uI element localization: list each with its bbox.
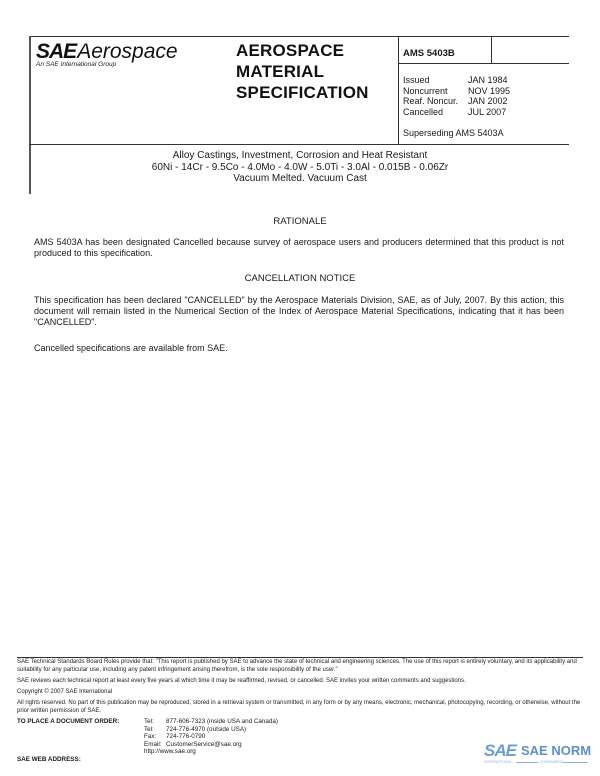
board-rules-text: SAE Technical Standards Board Rules provide that: "This report is published by SAE to advance the state of technical and engineering sciences. The use of this report is entirely voluntary, and its applicability and suitability for any particular use, including any patent infringement arising therefrom, is the sole responsibility of the user." — [17, 659, 577, 673]
sae-aerospace-logo — [36, 40, 178, 68]
order-contacts — [144, 718, 278, 756]
date-label: Reaf. Noncur. — [403, 96, 459, 106]
document-title — [236, 40, 369, 103]
document-dates — [403, 75, 510, 117]
copyright-text: Copyright © 2007 SAE International — [17, 689, 113, 695]
contact-row — [144, 741, 278, 749]
superseding-note: Superseding AMS 5403A — [403, 128, 504, 138]
ams-cell-divider — [491, 36, 492, 63]
document-subject — [31, 150, 569, 185]
watermark-line — [562, 762, 588, 763]
watermark-name: SAE NORM — [521, 743, 592, 758]
date-row-reaffirmed — [403, 96, 510, 107]
date-value: JAN 1984 — [468, 75, 508, 85]
ams-row-divider — [398, 63, 569, 64]
footer-divider — [17, 657, 583, 658]
date-label: Noncurrent — [403, 85, 448, 96]
contact-value[interactable]: 724-776-4970 (outside USA) — [166, 725, 247, 733]
web-address-label: SAE WEB ADDRESS: — [17, 756, 81, 763]
contact-email-link[interactable]: CustomerService@sae.org — [166, 740, 242, 748]
date-value: JAN 2002 — [468, 96, 508, 106]
order-label: TO PLACE A DOCUMENT ORDER: — [17, 718, 120, 725]
review-text: SAE reviews each technical report at least every five years at which time it may be reaffirmed, revised, or cancelled. SAE invites your written comments and suggestions. — [17, 678, 466, 684]
title-line: AEROSPACE — [236, 41, 345, 60]
date-value: JUL 2007 — [468, 106, 507, 117]
cancellation-text: This specification has been declared "CANCELLED" by the Aerospace Materials Division, SAE, as of July, 2007. By this action, this document will remain listed in the Numerical Section of the Index of Aerospace Material Specifications, indicating that it has been "CANCELLED". — [34, 295, 564, 327]
rationale-heading: RATIONALE — [273, 216, 327, 227]
cancellation-heading: CANCELLATION NOTICE — [244, 273, 356, 284]
subject-line: Alloy Castings, Investment, Corrosion and Heat Resistant — [172, 150, 428, 161]
contact-key: Tel: — [144, 725, 154, 733]
title-line: SPECIFICATION — [236, 83, 369, 102]
ams-number: AMS 5403B — [403, 48, 455, 59]
sae-norm-watermark — [484, 741, 592, 769]
contact-value[interactable]: 724-776-0790 — [166, 733, 206, 740]
header-divider — [398, 36, 399, 144]
availability-text: Cancelled specifications are available from SAE. — [34, 343, 228, 353]
date-row-cancelled — [403, 107, 510, 118]
date-row-issued — [403, 75, 510, 86]
subject-line: Vacuum Melted. Vacuum Cast — [233, 173, 367, 184]
watermark-logo-icon: SAE — [484, 741, 516, 760]
rationale-text: AMS 5403A has been designated Cancelled because survey of aerospace users and producers determined that this product is not produced to this specification. — [34, 237, 564, 258]
web-row — [144, 748, 278, 756]
watermark-line — [516, 762, 538, 763]
logo-name: Aerospace — [77, 40, 178, 63]
contact-value[interactable]: 877-606-7323 (inside USA and Canada) — [166, 718, 279, 725]
contact-row — [144, 733, 278, 741]
logo-brand: SAE — [36, 40, 77, 63]
rights-text: All rights reserved. No part of this publication may be reproduced, stored in a retrieval system or transmitted, in any form or by any means, electronic, mechanical, photocopying, recording, or otherwise, without the prior written permission of SAE. — [17, 700, 581, 714]
title-line: MATERIAL — [236, 62, 325, 81]
header-bottom-border — [29, 144, 569, 145]
contact-row — [144, 726, 278, 734]
date-label: Cancelled — [403, 106, 444, 117]
contact-key: Email: — [144, 740, 162, 748]
subject-line: 60Ni - 14Cr - 9.5Co - 4.0Mo - 4.0W - 5.0Ti - 3.0Al - 0.015B - 0.06Zr — [151, 161, 449, 173]
web-address-link[interactable]: http://www.sae.org — [144, 748, 196, 755]
watermark-subtitle: INTERNATIONAL — [484, 760, 512, 764]
logo-tagline: An SAE International Group — [36, 61, 117, 68]
contact-row — [144, 718, 278, 726]
contact-key: Fax: — [144, 733, 157, 740]
header-top-border — [29, 36, 569, 37]
date-value: NOV 1995 — [468, 85, 511, 96]
contact-key: Tel: — [144, 718, 154, 725]
date-label: Issued — [403, 75, 430, 85]
watermark-subtitle-right: STANDARDS — [541, 760, 563, 764]
date-row-noncurrent — [403, 86, 510, 97]
